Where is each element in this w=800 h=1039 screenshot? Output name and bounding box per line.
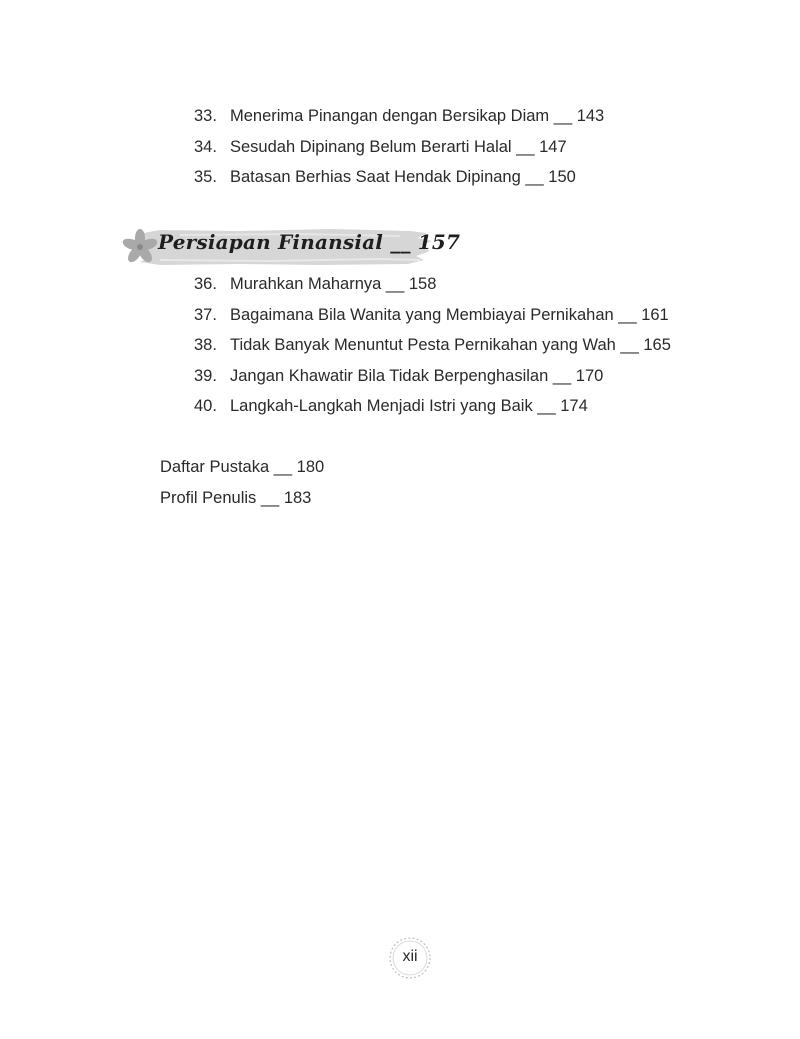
chapter-banner[interactable] (120, 224, 461, 270)
toc-entry-title: Batasan Berhias Saat Hendak Dipinang __ 150 (230, 168, 576, 186)
chapter-heading: Persiapan Finansial __ 157 (158, 230, 461, 254)
toc-entry-title: Profil Penulis __ 183 (160, 488, 312, 507)
toc-entry-title: Jangan Khawatir Bila Tidak Berpenghasilan __ 170 (230, 366, 604, 385)
page-number-badge (385, 933, 435, 983)
toc-entry-number: 33. (194, 107, 217, 125)
toc-entry-title: Tidak Banyak Menuntut Pesta Pernikahan yang Wah __ 165 (230, 336, 671, 354)
toc-entry-number: 39. (194, 366, 217, 385)
toc-entry-title: Daftar Pustaka __ 180 (160, 458, 325, 476)
toc-entry-title: Langkah-Langkah Menjadi Istri yang Baik __ 174 (230, 397, 588, 415)
toc-entry-number: 34. (194, 137, 217, 156)
toc-entry-number: 36. (194, 275, 217, 293)
flower-icon (122, 229, 158, 265)
toc-entry-number: 37. (194, 305, 217, 324)
page-number: xii (402, 948, 418, 965)
toc-entry-title: Murahkan Maharnya __ 158 (230, 275, 437, 293)
toc-entry-title: Menerima Pinangan dengan Bersikap Diam __ 143 (230, 107, 605, 125)
toc-entry-title: Sesudah Dipinang Belum Berarti Halal __ 147 (230, 137, 567, 156)
toc-entry-title: Bagaimana Bila Wanita yang Membiayai Pernikahan __ 161 (230, 305, 669, 324)
toc-entry-number: 38. (194, 336, 217, 354)
toc-entry-number: 35. (194, 168, 217, 186)
toc-entry-number: 40. (194, 397, 217, 415)
